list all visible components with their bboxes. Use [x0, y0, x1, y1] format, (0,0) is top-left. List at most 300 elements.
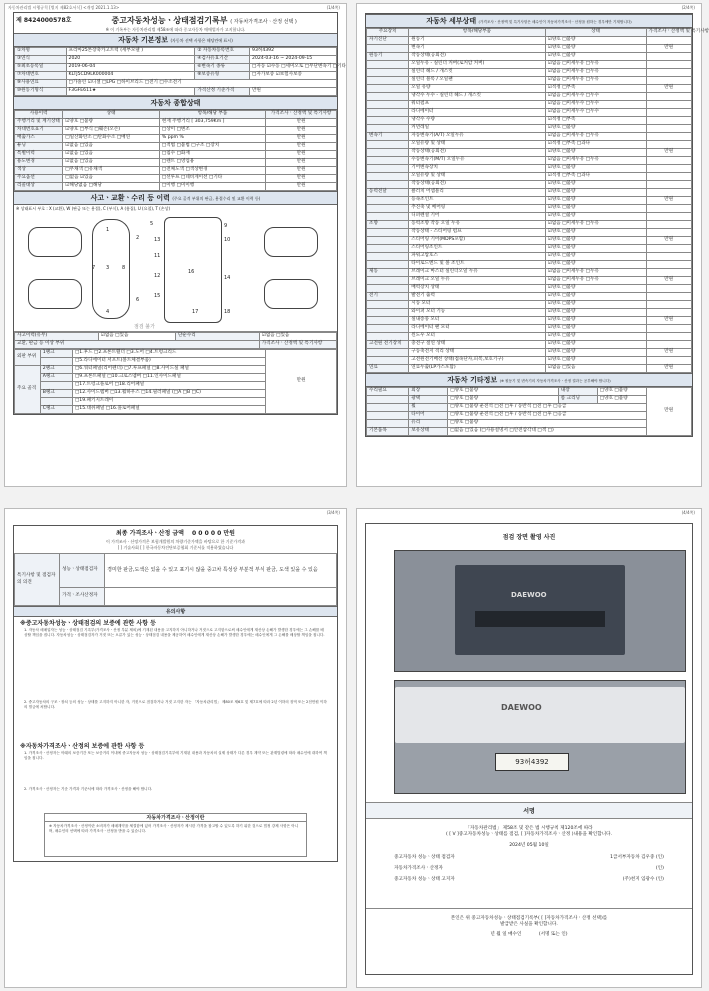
- detail-group: [367, 181, 409, 189]
- other-state[interactable]: □양호 □불량: [448, 420, 646, 428]
- law-text-2: ( [ V ]중고자동차성능ㆍ상태를 점검, [ ]자동차가격조사ㆍ산정 )내용을 확인합니다.: [445, 832, 613, 837]
- signer-name[interactable]: (주)천지 임광수 (인): [622, 877, 664, 883]
- status-band: 자동차 종합상태: [14, 96, 337, 110]
- other-item: 룸 크리닝: [558, 396, 597, 404]
- law-text-1: 「자동차관리법」 제58조 및 같은 법 시행규칙 제120조에 따라: [465, 826, 593, 831]
- detail-price: 만원: [646, 197, 692, 205]
- diagram-number: 5: [150, 221, 154, 227]
- detail-group: [367, 141, 409, 149]
- diagram-number: 13: [154, 237, 161, 243]
- panel-items[interactable]: □1.후드 □2.프론트휀더 □3.도어 □4.트렁크리드: [72, 350, 265, 358]
- detail-item: 커먼레일: [409, 125, 546, 133]
- other-state[interactable]: □양호 □불량: [597, 388, 646, 396]
- accident-summary-table: [14, 332, 337, 349]
- detail-row: [367, 261, 692, 269]
- detail-price: 만원: [646, 85, 692, 93]
- other-row: [367, 428, 692, 436]
- brand-text: DAEWOO: [511, 591, 547, 599]
- detail-group: [367, 85, 409, 93]
- status-detail[interactable]: □침수 □화재: [159, 151, 265, 159]
- basic-value[interactable]: □가솔린 ☑디젤 □LPG □하이브리드 □전기 □수소전기: [66, 80, 336, 88]
- detail-group: 자기진단: [367, 37, 409, 45]
- detail-item: 냉각수 누수 - 실린더 헤드 / 개스킷: [409, 93, 546, 101]
- detail-state[interactable]: ☑양호 □불량: [545, 229, 646, 237]
- receipt-text-2: 발급받은 사실을 확인합니다.: [500, 922, 558, 927]
- detail-price: [646, 117, 692, 125]
- panel-rank: [40, 382, 72, 390]
- detail-group: [367, 357, 409, 365]
- detail-item: 브레이크 오일 누유: [409, 277, 546, 285]
- detail-row: [367, 333, 692, 341]
- detail-price: [646, 157, 692, 165]
- detail-price: [646, 181, 692, 189]
- detail-state[interactable]: ☑양호 □불량: [545, 253, 646, 261]
- detail-group: [367, 157, 409, 165]
- signer-table: [392, 853, 666, 886]
- status-row: [15, 135, 337, 143]
- detail-state[interactable]: ☑양호 □불량: [545, 125, 646, 133]
- detail-row: [367, 317, 692, 325]
- detail-price: [646, 341, 692, 349]
- signer-name[interactable]: (인): [655, 866, 664, 872]
- detail-state[interactable]: ☑없음 □미세누유 □누유: [545, 277, 646, 285]
- detail-state[interactable]: ☑없음 □미세누수 □누수: [545, 109, 646, 117]
- detail-item: 워터펌프: [409, 101, 546, 109]
- truck-rear-photo: [394, 680, 686, 794]
- status-row: [15, 119, 337, 127]
- detail-state[interactable]: ☑없음 □미세누수 □누수: [545, 93, 646, 101]
- status-item: 주요옵션: [15, 175, 63, 183]
- receipt-date: 년 월 일 매수인: [490, 932, 522, 937]
- basic-label: ⑦차대번호: [15, 72, 67, 80]
- basic-value[interactable]: 93허4392: [250, 48, 337, 56]
- status-detail[interactable]: □선루프 □네비게이션 □기타: [159, 175, 265, 183]
- detail-state[interactable]: ☑없음 □미세누유 □누유: [545, 61, 646, 69]
- status-detail[interactable]: □전체도색 □색상변경: [159, 167, 265, 175]
- detail-item: 브레이크 마스터 실린더오일 누유: [409, 269, 546, 277]
- detail-row: [367, 365, 692, 373]
- detail-item: 원동기: [409, 37, 546, 45]
- detail-state[interactable]: ☑적정 □부족 □과다: [545, 141, 646, 149]
- detail-item: 오일유량 및 상태: [409, 173, 546, 181]
- final-frame: [13, 525, 338, 862]
- detail-price: 만원: [646, 237, 692, 245]
- detail-state[interactable]: ☑양호 □불량: [545, 341, 646, 349]
- detail-price: [646, 101, 692, 109]
- detail-state[interactable]: ☑양호 □불량: [545, 189, 646, 197]
- detail-state[interactable]: ☑양호 □불량: [545, 205, 646, 213]
- status-state[interactable]: □일산화탄소 □탄화수소 □매연: [63, 135, 160, 143]
- basic-value[interactable]: 2020: [66, 56, 195, 64]
- detail-row: [367, 245, 692, 253]
- detail-item: 실린더 블록 / 오일팬: [409, 77, 546, 85]
- detail-price: [646, 205, 692, 213]
- status-row: [15, 127, 337, 135]
- status-header: 상태: [63, 111, 160, 119]
- basic-row: [15, 88, 337, 96]
- detail-row: [367, 45, 692, 53]
- other-group: [367, 396, 409, 404]
- diagram-number: 3: [106, 265, 110, 271]
- photo-frame: [365, 523, 693, 975]
- detail-price: [646, 269, 692, 277]
- detail-band: [366, 14, 692, 28]
- receipt-text-1: 본인은 위 중고자동차성능ㆍ상태점검기록부( [ ]자동차가격조사ㆍ산정 선택)를: [450, 916, 608, 921]
- price-explain-text: ※ 자동차가격조사ㆍ산정이란 소비자가 매매계약을 체결함에 있어 가격조사ㆍ산정자가 제시한 가격을 참고할 수 있도록 하기 위한 것으로 법정 강제 사항은 아니며, 매수인의 선택에 따라 가격조사ㆍ산정을 받을 수 있습니다.: [49, 824, 299, 833]
- detail-price: [646, 109, 692, 117]
- truck-cab: [455, 565, 625, 655]
- detail-state[interactable]: ☑양호 □불량: [545, 237, 646, 245]
- detail-item: 클러치 어셈블리: [409, 189, 546, 197]
- detail-state[interactable]: ☑양호 □불량: [545, 245, 646, 253]
- detail-item: 연료누출(LP가스포함): [409, 365, 546, 373]
- final-note-2: [ ] 기술사회 [ ] 한국자동차진단보증협회 기준서를 적용하였습니다: [117, 545, 234, 550]
- detail-state[interactable]: ☑양호 □불량: [545, 309, 646, 317]
- status-price: 만원: [266, 119, 337, 127]
- performance-opinion: 경미한 판금,도색은 있을 수 있고 표기시 않을 중고차 특성상 부분적 부식 판금, 도색 있을 수 있음: [105, 554, 337, 588]
- status-row: [15, 143, 337, 151]
- detail-header: 상태: [545, 29, 646, 37]
- detail-price: [646, 53, 692, 61]
- detail-group: [367, 173, 409, 181]
- other-group: 기본품목: [367, 428, 409, 436]
- detail-group: [367, 277, 409, 285]
- detail-price: 만원: [646, 277, 692, 285]
- detail-row: [367, 221, 692, 229]
- panel-items[interactable]: □5.라디에이터 서포트(볼트체결부품): [72, 358, 265, 366]
- accident-band-title: 사고ㆍ교환ㆍ수리 등 이력: [90, 194, 170, 202]
- outer-panel-label: 외판 부위: [15, 350, 41, 366]
- basic-value[interactable]: □자가보증 ☑보험사보증: [250, 72, 337, 80]
- diagram-number: 6: [136, 297, 140, 303]
- status-state[interactable]: □무채색 □유채색: [63, 167, 160, 175]
- detail-group: [367, 205, 409, 213]
- detail-table: [366, 28, 709, 373]
- detail-item: 시동 모터: [409, 301, 546, 309]
- detail-item: 스티어링 기어(MDPS포함): [409, 237, 546, 245]
- diagram-watermark: 점검 불가: [134, 324, 155, 330]
- other-state[interactable]: □양호 □불량 운전석 □전 □후 / 동반석 □전 □후 □응급: [448, 412, 646, 420]
- detail-row: [367, 69, 692, 77]
- detail-row: [367, 325, 692, 333]
- detail-item: 배력장치 상태: [409, 285, 546, 293]
- other-group: [367, 404, 409, 412]
- detail-group: 전기: [367, 293, 409, 301]
- status-row: [15, 183, 337, 191]
- accident-history-label: 사고이력(유무): [15, 333, 99, 341]
- detail-state[interactable]: ☑양호 □불량: [545, 333, 646, 341]
- detail-item: 기어변속장치: [409, 165, 546, 173]
- panel-rank: 1랭크: [40, 350, 72, 358]
- detail-state[interactable]: ☑양호 □불량: [545, 45, 646, 53]
- panel-items[interactable]: □6.쿼터패널(리어펜더) □7.루프패널 □8.사이드실 패널: [72, 366, 265, 374]
- detail-price: 만원: [646, 349, 692, 357]
- detail-price: 만원: [646, 149, 692, 157]
- detail-row: [367, 133, 692, 141]
- detail-price: [646, 285, 692, 293]
- other-group: [367, 420, 409, 428]
- other-state[interactable]: □양호 □불량: [597, 396, 646, 404]
- signature-title: 서명: [366, 803, 692, 819]
- status-price: 만원: [266, 183, 337, 191]
- status-detail[interactable]: 현재 주행거리 [ 303,759Km ]: [159, 119, 265, 127]
- other-item: 유리: [409, 420, 448, 428]
- detail-group: [367, 213, 409, 221]
- detail-state[interactable]: ☑양호 □불량: [545, 261, 646, 269]
- status-row: [15, 159, 337, 167]
- detail-state[interactable]: ☑없음 □미세누유 □누유: [545, 221, 646, 229]
- photo-title: 점검 장면 촬영 사진: [502, 534, 556, 541]
- detail-price: [646, 293, 692, 301]
- detail-frame: [365, 13, 709, 437]
- other-state[interactable]: □양호 □불량 운전석 □전 □후 / 동반석 □전 □후 □응급: [448, 404, 646, 412]
- sign-date: 2024년 05월 10일: [509, 843, 549, 848]
- simple-repair-value[interactable]: ☑없음 □있음: [259, 333, 336, 341]
- notice-paragraph-1: 1. 자동차 매매업자는 성능ㆍ상태점검 기록부(가격조사ㆍ산정 부분 제외)에 기재된 내용을 고지하지 아니하거나 거짓으로 고지함으로써 매수인에게 재산상 손해가 발생한 경우에는 그 손해를 배상할 책임을 집니다. 자동차성능ㆍ상태점검자가 거짓 또는 오류가 있는 성능ㆍ상태점검 내용을 제공하여 매수인에게 재산상 손해가 발생한 경우에는 매수인에게 그 손해를 배상할 책임을 집니다.: [24, 628, 325, 637]
- detail-state[interactable]: ☑양호 □불량: [545, 53, 646, 61]
- other-row: [367, 396, 692, 404]
- other-state[interactable]: □없음 □있음 (□사용설명서 □안전삼각대 □잭 □): [448, 428, 646, 436]
- detail-state[interactable]: ☑양호 □불량: [545, 197, 646, 205]
- page-label: (3/4쪽): [326, 510, 340, 515]
- truck-tailgate: [395, 687, 685, 743]
- other-state[interactable]: □양호 □불량: [448, 388, 559, 396]
- status-detail[interactable]: □상이 □변조: [159, 127, 265, 135]
- detail-price: 만원: [646, 45, 692, 53]
- detail-state[interactable]: ☑양호 □불량: [545, 349, 646, 357]
- title-checkbox-label[interactable]: ( 자동차가격조사ㆍ산정 선택 ): [230, 19, 297, 25]
- panel-rank: [40, 398, 72, 406]
- doc-title: [14, 13, 337, 27]
- status-item: 주행거리 및 계기상태: [15, 119, 63, 127]
- status-detail[interactable]: % ppm %: [159, 135, 265, 143]
- basic-row: [15, 48, 337, 56]
- final-note: 이 가격조사ㆍ산정가격은 보험개발원의 차량기준가액을 바탕으로 한 기준가격과: [105, 539, 245, 544]
- accident-history-value[interactable]: ☑없음 □있음: [98, 333, 175, 341]
- detail-state[interactable]: ☑양호 □불량: [545, 325, 646, 333]
- status-table: [14, 110, 337, 191]
- detail-row: [367, 125, 692, 133]
- detail-item: 오일누유 - 실린더 커버(로커암 커버): [409, 61, 546, 69]
- detail-item: 작동상태(공회전): [409, 149, 546, 157]
- detail-group: 제동: [367, 269, 409, 277]
- detail-row: [367, 285, 692, 293]
- other-price: 만원: [646, 388, 692, 436]
- notice-title-1: ※중고자동차성능ㆍ상태점검의 보증에 관한 사항 등: [20, 620, 156, 627]
- basic-label: ⑥변속기 종류: [195, 64, 250, 72]
- detail-price: [646, 357, 692, 365]
- detail-price: [646, 221, 692, 229]
- page-label: (4/4쪽): [681, 510, 695, 515]
- detail-state[interactable]: ☑적정 □부족 □과다: [545, 173, 646, 181]
- status-state[interactable]: ☑없음 □있음: [63, 151, 160, 159]
- signer-row: [392, 864, 666, 875]
- basic-value[interactable]: 만원: [250, 88, 337, 96]
- status-detail[interactable]: □렌트 □영업용: [159, 159, 265, 167]
- status-state[interactable]: ☑해당없음 □해당: [63, 183, 160, 191]
- basic-label: 가격산정 기준가격: [195, 88, 250, 96]
- diagram-number: 9: [224, 223, 228, 229]
- detail-item: 동력조향 작동 오일 누유: [409, 221, 546, 229]
- detail-price: [646, 309, 692, 317]
- detail-group: [367, 301, 409, 309]
- basic-row: [15, 72, 337, 80]
- status-state[interactable]: ☑없음 □있음: [63, 159, 160, 167]
- detail-state[interactable]: ☑양호 □불량: [545, 285, 646, 293]
- car-right-bottom: [264, 279, 318, 309]
- detail-state[interactable]: ☑없음 □미세누수 □누수: [545, 101, 646, 109]
- detail-price: [646, 253, 692, 261]
- diagram-number: 18: [224, 309, 231, 315]
- receipt-section: [366, 908, 692, 937]
- detail-state[interactable]: ☑양호 □불량: [545, 181, 646, 189]
- other-row: [367, 412, 692, 420]
- detail-row: [367, 173, 692, 181]
- detail-item: 작동상태 - 스티어링 펌프: [409, 229, 546, 237]
- detail-state[interactable]: ☑없음 □미세누유 □누유: [545, 157, 646, 165]
- notice-paragraph-3: 1. 가격조사ㆍ산정자는 아래의 보증기간 또는 보증거리 이내에 중고자동차 성능ㆍ상태점검기록부에 기재된 내용과 자동차의 실제 상태가 다른 경우 계약 또는 관계법령에 따라 매수인에 대하여 책임을 집니다.: [24, 751, 327, 760]
- status-state[interactable]: □없음 ☑있음: [63, 175, 160, 183]
- other-item: 보유상태: [409, 428, 448, 436]
- detail-item: 라디에이터: [409, 109, 546, 117]
- detail-row: [367, 181, 692, 189]
- signer-role: 중고자동차 성능ㆍ상태 고지자: [394, 877, 455, 883]
- panel-items[interactable]: □9.프론트패널 □10.크로스멤버 □11.인사이드패널: [72, 374, 265, 382]
- detail-item: 냉각수 수량: [409, 117, 546, 125]
- basic-value[interactable]: F3GFE611★: [66, 88, 195, 96]
- detail-item: 디퍼렌셜 기어: [409, 213, 546, 221]
- signer-name[interactable]: 1급서부자동차 김우중 (인): [610, 855, 664, 861]
- panel-items[interactable]: □17.트렁크플로어 □18.리어패널: [72, 382, 265, 390]
- detail-item: 오일유량 및 상태: [409, 141, 546, 149]
- status-detail[interactable]: □적법 □불법 □구조 □장치: [159, 143, 265, 151]
- detail-group: 연료: [367, 365, 409, 373]
- detail-header: 주요장치: [367, 29, 409, 37]
- detail-group: 고전원 전기장치: [367, 341, 409, 349]
- detail-group: [367, 45, 409, 53]
- status-state[interactable]: ☑없음 □있음: [63, 143, 160, 151]
- detail-state[interactable]: ☑양호 □불량: [545, 357, 646, 365]
- basic-value[interactable]: 2024-03-16 ~ 2024-09-15: [250, 56, 337, 64]
- panel-row: [15, 350, 337, 358]
- other-table: [366, 387, 692, 436]
- detail-group: [367, 285, 409, 293]
- page-3: [4, 508, 347, 988]
- detail-item: 등속조인트: [409, 197, 546, 205]
- final-amount-value: 0 0 0 0 0 만원: [192, 530, 235, 537]
- detail-state[interactable]: ☑적정 □부족: [545, 85, 646, 93]
- detail-state[interactable]: ☑양호 □불량: [545, 293, 646, 301]
- panel-rank: C랭크: [40, 406, 72, 414]
- diagram-number: 4: [106, 309, 110, 315]
- status-item: 리콜대상: [15, 183, 63, 191]
- detail-row: [367, 269, 692, 277]
- basic-row: [15, 64, 337, 72]
- accident-price-header: 가격조사ㆍ산정액 및 특기사항: [259, 341, 336, 349]
- panel-items[interactable]: □19.패키지트레이: [72, 398, 265, 406]
- other-band: [366, 373, 692, 387]
- notice-band: 유의사항: [14, 606, 337, 617]
- detail-price: [646, 133, 692, 141]
- panel-items[interactable]: □12.사이드멤버 □13.휠하우스 □14.필러패널 (□A □B □C): [72, 390, 265, 398]
- other-item: 광택: [409, 396, 448, 404]
- price-explain-title: 자동차가격조사ㆍ산정이란: [45, 814, 306, 822]
- detail-state[interactable]: ☑양호 □불량: [545, 37, 646, 45]
- detail-state[interactable]: ☑없음 □미세누유 □누유: [545, 69, 646, 77]
- diagram-number: 10: [224, 237, 231, 243]
- detail-group: [367, 69, 409, 77]
- detail-row: [367, 349, 692, 357]
- detail-state[interactable]: ☑양호 □불량: [545, 213, 646, 221]
- detail-group: [367, 197, 409, 205]
- title-text: 중고자동차성능ㆍ상태점검기록부: [111, 16, 228, 25]
- diagram-number: 7: [92, 265, 96, 271]
- detail-state[interactable]: ☑적정 □부족: [545, 117, 646, 125]
- status-detail[interactable]: □이행 □미이행: [159, 183, 265, 191]
- detail-group: 조향: [367, 221, 409, 229]
- detail-item: 오일 유량: [409, 85, 546, 93]
- detail-band-title: 자동차 세부상태: [426, 17, 477, 25]
- other-state[interactable]: □양호 □불량: [448, 396, 559, 404]
- panel-price: 만원: [266, 350, 337, 414]
- detail-state[interactable]: ☑양호 □불량: [545, 317, 646, 325]
- panel-items[interactable]: □15.대쉬패널 □16.플로어패널: [72, 406, 265, 414]
- receipt-signature[interactable]: (서명 또는 인): [538, 932, 568, 937]
- panel-table: [14, 349, 337, 414]
- detail-state[interactable]: ☑없음 □미세누유 □누유: [545, 133, 646, 141]
- detail-group: [367, 125, 409, 133]
- detail-price: [646, 77, 692, 85]
- basic-info-table: [14, 47, 346, 96]
- basic-value[interactable]: 프리마25톤장축카고트럭 (세부모델 ): [66, 48, 195, 56]
- status-state[interactable]: ☑양호 □불량: [63, 119, 160, 127]
- detail-state[interactable]: ☑양호 □불량: [545, 301, 646, 309]
- detail-group: [367, 349, 409, 357]
- detail-row: [367, 357, 692, 365]
- detail-row: [367, 213, 692, 221]
- detail-item: 충전구 절연 상태: [409, 341, 546, 349]
- panel-header: 교환, 판금 등 이상 부위: [15, 341, 260, 349]
- detail-state[interactable]: ☑없음 □있음: [545, 365, 646, 373]
- car-left-bottom: [28, 279, 82, 309]
- detail-item: 추진축 및 베어링: [409, 205, 546, 213]
- simple-repair-label: 단순수리: [175, 333, 259, 341]
- detail-state[interactable]: ☑없음 □미세누유 □누유: [545, 77, 646, 85]
- detail-row: [367, 229, 692, 237]
- basic-label: ①차명: [15, 48, 67, 56]
- basic-band-title: 자동차 기본정보: [118, 36, 169, 44]
- detail-item: 수동변속기(M/T) 오일누유: [409, 157, 546, 165]
- detail-group: [367, 229, 409, 237]
- basic-value[interactable]: □자동 ☑수동 □세미오토 □무단변속기 □기타: [250, 64, 337, 72]
- status-state[interactable]: ☑양호 □부식 □훼손(오손): [63, 127, 160, 135]
- detail-state[interactable]: ☑양호 □불량: [545, 165, 646, 173]
- status-price: 만원: [266, 159, 337, 167]
- detail-price: [646, 61, 692, 69]
- license-plate: 93허4392: [495, 753, 569, 771]
- detail-item: 타이로드엔드 및 볼 조인트: [409, 261, 546, 269]
- status-item: 배출가스: [15, 135, 63, 143]
- status-row: [15, 151, 337, 159]
- basic-value[interactable]: KLTJ5CD9LK000004: [66, 72, 195, 80]
- accident-band: [14, 191, 337, 205]
- detail-row: [367, 341, 692, 349]
- detail-state[interactable]: ☑양호 □불량: [545, 149, 646, 157]
- detail-row: [367, 189, 692, 197]
- detail-state[interactable]: ☑없음 □미세누유 □누유: [545, 269, 646, 277]
- basic-label: ⑤최초등록일: [15, 64, 67, 72]
- basic-value[interactable]: 2019-06-04: [66, 64, 195, 72]
